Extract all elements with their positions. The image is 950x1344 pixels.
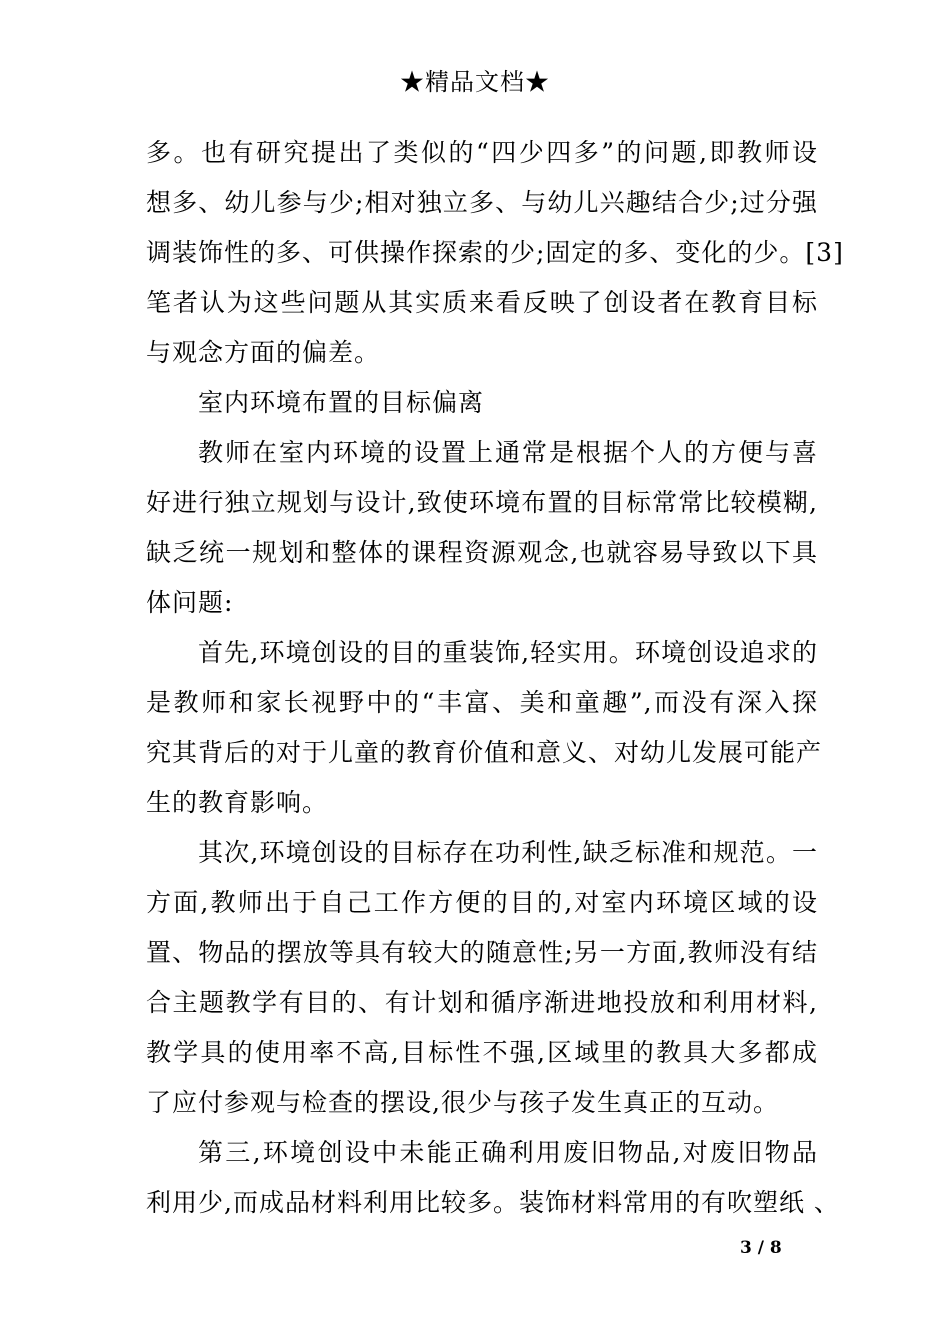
text-line: 是教师和家长视野中的“丰富、美和童趣”,而没有深入探 bbox=[146, 688, 818, 717]
text-line: 第三,环境创设中未能正确利用废旧物品,对废旧物品 bbox=[198, 1138, 818, 1167]
document-header: ★精品文档★ bbox=[400, 68, 550, 96]
paragraph bbox=[146, 628, 823, 828]
text-line: 室内环境布置的目标偏离 bbox=[198, 388, 485, 417]
document-body bbox=[146, 128, 844, 1228]
text-line: 笔者认为这些问题从其实质来看反映了创设者在教育目标 bbox=[146, 288, 818, 317]
text-line: 首先,环境创设的目的重装饰,轻实用。环境创设追求的 bbox=[198, 638, 818, 667]
text-line: 教学具的使用率不高,目标性不强,区域里的教具大多都成 bbox=[146, 1038, 818, 1067]
paragraph bbox=[146, 428, 818, 628]
text-line: 方面,教师出于自己工作方便的目的,对室内环境区域的设 bbox=[146, 888, 818, 917]
text-line: 多。也有研究提出了类似的“四少四多”的问题,即教师设 bbox=[146, 138, 818, 167]
paragraph bbox=[146, 828, 818, 1128]
text-line: 教师在室内环境的设置上通常是根据个人的方便与喜 bbox=[198, 438, 818, 467]
text-line: 合主题教学有目的、有计划和循序渐进地投放和利用材料, bbox=[146, 988, 818, 1017]
text-line: 调装饰性的多、可供操作探索的少;固定的多、变化的少。[3] bbox=[146, 238, 844, 267]
text-line: 置、物品的摆放等具有较大的随意性;另一方面,教师没有结 bbox=[146, 938, 818, 967]
text-line: 与观念方面的偏差。 bbox=[146, 338, 381, 367]
text-line: 缺乏统一规划和整体的课程资源观念,也就容易导致以下具 bbox=[146, 538, 818, 567]
text-line: 其次,环境创设的目标存在功利性,缺乏标准和规范。一 bbox=[198, 838, 818, 867]
text-line: 利用少,而成品材料利用比较多。装饰材料常用的有吹塑纸 、 bbox=[146, 1188, 840, 1217]
text-line: 好进行独立规划与设计,致使环境布置的目标常常比较模糊, bbox=[146, 488, 818, 517]
text-line: 究其背后的对于儿童的教育价值和意义、对幼儿发展可能产 bbox=[146, 738, 823, 767]
paragraph bbox=[146, 1128, 840, 1228]
text-line: 生的教育影响。 bbox=[146, 788, 329, 817]
paragraph bbox=[146, 128, 844, 378]
section-heading bbox=[146, 378, 818, 428]
text-line: 了应付参观与检查的摆设,很少与孩子发生真正的互动。 bbox=[146, 1088, 779, 1117]
page-number: 3 / 8 bbox=[740, 1238, 782, 1258]
text-line: 想多、幼儿参与少;相对独立多、与幼儿兴趣结合少;过分强 bbox=[146, 188, 818, 217]
text-line: 体问题: bbox=[146, 588, 234, 617]
